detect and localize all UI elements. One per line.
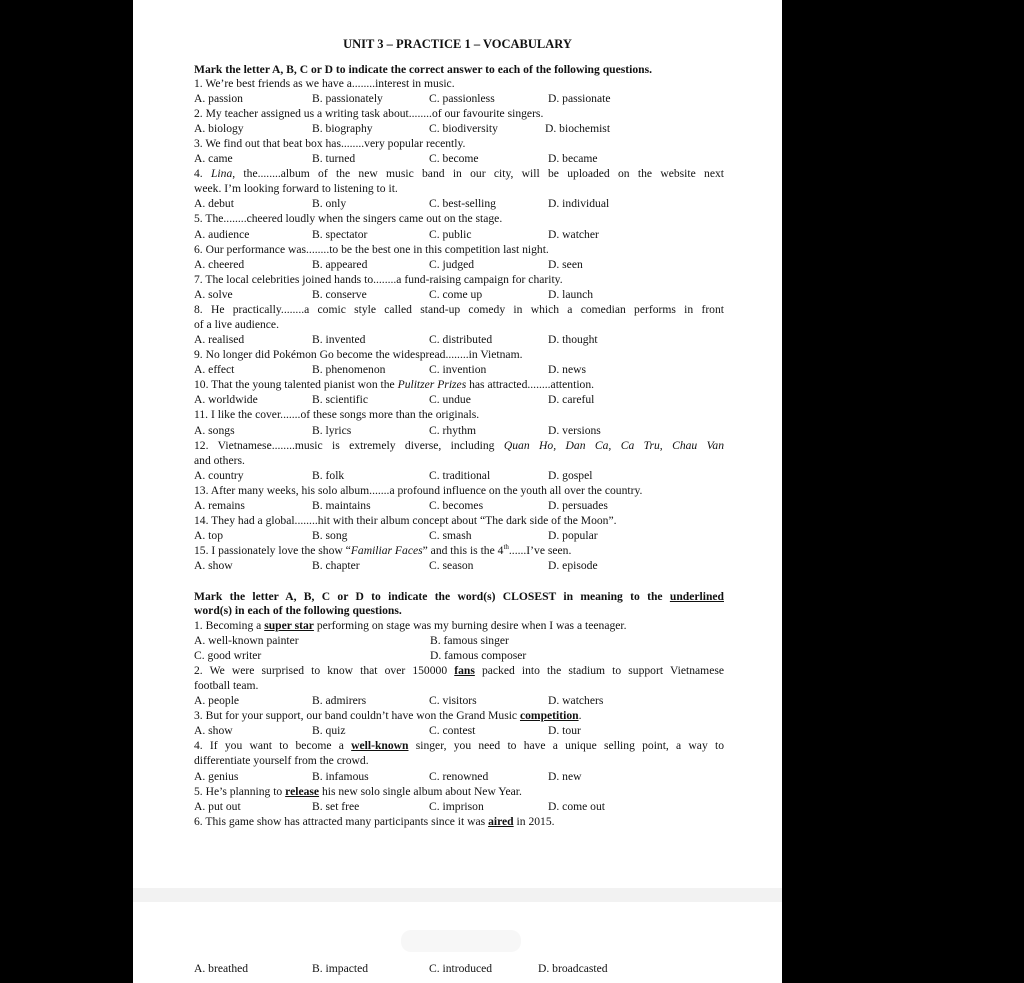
option-b: B. quiz bbox=[312, 724, 346, 737]
question-text bbox=[194, 619, 724, 633]
option-c: C. contest bbox=[429, 724, 476, 737]
question-text: 7. The local celebrities joined hands to........a fund-raising campaign for charity. bbox=[194, 273, 563, 286]
option-d: D. broadcasted bbox=[538, 962, 608, 975]
underlined-word: well-known bbox=[351, 739, 409, 752]
option-a: A. effect bbox=[194, 363, 235, 376]
option-c: C. traditional bbox=[429, 469, 491, 482]
option-d: D. new bbox=[548, 770, 582, 783]
option-a: A. genius bbox=[194, 770, 239, 783]
option-a: A. top bbox=[194, 529, 223, 542]
option-d: D. gospel bbox=[548, 469, 593, 482]
question-text bbox=[194, 544, 724, 558]
option-a: A. breathed bbox=[194, 962, 249, 975]
worksheet-page bbox=[133, 0, 782, 983]
question-text-part: singer, you need to have a unique selling point, a way to bbox=[408, 739, 724, 752]
question-text-part: 3. But for your support, our band couldn’t have won the Grand Music bbox=[194, 709, 520, 722]
question-number: 4. bbox=[194, 167, 211, 180]
option-b: B. lyrics bbox=[312, 424, 352, 437]
option-a: A. well-known painter bbox=[194, 634, 299, 647]
question-text-part: in 2015. bbox=[513, 815, 555, 828]
option-c: C. visitors bbox=[429, 694, 477, 707]
ordinal-suffix: th bbox=[503, 543, 509, 552]
question-text-part: 1. Becoming a bbox=[194, 619, 265, 632]
italic-title: Pulitzer Prizes bbox=[397, 378, 467, 391]
instruction-underlined-word: underlined bbox=[669, 590, 724, 603]
option-b: B. passionately bbox=[312, 92, 383, 105]
option-a: A. country bbox=[194, 469, 244, 482]
option-c: C. passionless bbox=[429, 92, 495, 105]
option-b: B. turned bbox=[312, 152, 356, 165]
option-a: A. debut bbox=[194, 197, 234, 210]
instruction-part: Mark the letter A, B, C or D to indicate the word(s) CLOSEST in meaning to the bbox=[194, 590, 670, 603]
option-d: D. episode bbox=[548, 559, 598, 572]
option-c: C. introduced bbox=[429, 962, 493, 975]
question-text bbox=[194, 439, 724, 453]
option-c: C. public bbox=[429, 228, 472, 241]
option-d: D. watchers bbox=[548, 694, 604, 707]
underlined-word: aired bbox=[488, 815, 514, 828]
page-smudge bbox=[401, 930, 521, 952]
option-b: B. admirers bbox=[312, 694, 367, 707]
option-c: C. rhythm bbox=[429, 424, 477, 437]
question-text bbox=[194, 815, 724, 829]
option-d: D. thought bbox=[548, 333, 598, 346]
question-text: 11. I like the cover.......of these songs more than the originals. bbox=[194, 408, 480, 421]
italic-genres: Quan Ho, Dan Ca, Ca Tru, Chau Van bbox=[503, 439, 725, 452]
underlined-word: release bbox=[285, 785, 320, 798]
question-text bbox=[194, 739, 724, 753]
option-b: B. folk bbox=[312, 469, 345, 482]
option-a: A. show bbox=[194, 559, 233, 572]
option-a: A. passion bbox=[194, 92, 243, 105]
section2-instruction-continued: word(s) in each of the following questions. bbox=[194, 604, 402, 617]
option-c: C. undue bbox=[429, 393, 471, 406]
option-a: A. came bbox=[194, 152, 233, 165]
option-d: D. tour bbox=[548, 724, 581, 737]
option-d: D. come out bbox=[548, 800, 605, 813]
question-text-part: his new solo single album about New Year. bbox=[319, 785, 522, 798]
question-text-continued: football team. bbox=[194, 679, 259, 692]
option-a: A. worldwide bbox=[194, 393, 258, 406]
option-d: D. popular bbox=[548, 529, 598, 542]
underlined-word: competition bbox=[519, 709, 579, 722]
option-a: A. songs bbox=[194, 424, 235, 437]
question-text: 9. No longer did Pokémon Go become the widespread........in Vietnam. bbox=[194, 348, 523, 361]
option-a: A. remains bbox=[194, 499, 245, 512]
option-b: B. appeared bbox=[312, 258, 368, 271]
option-b: B. conserve bbox=[312, 288, 367, 301]
question-text bbox=[194, 378, 724, 392]
option-c: C. become bbox=[429, 152, 479, 165]
option-d: D. news bbox=[548, 363, 586, 376]
question-text-part: performing on stage was my burning desire when I was a teenager. bbox=[313, 619, 627, 632]
question-text-part: 2. We were surprised to know that over 150000 bbox=[194, 664, 455, 677]
question-text-part: , the........album of the new music band in our city, will be uploaded on the website next bbox=[232, 167, 724, 180]
option-a: A. audience bbox=[194, 228, 250, 241]
option-d: D. versions bbox=[548, 424, 601, 437]
question-text: 6. Our performance was........to be the best one in this competition last night. bbox=[194, 243, 549, 256]
option-d: D. persuades bbox=[548, 499, 608, 512]
option-b: B. chapter bbox=[312, 559, 360, 572]
option-b: B. impacted bbox=[312, 962, 369, 975]
question-text-part: has attracted........attention. bbox=[466, 378, 595, 391]
question-text: 2. My teacher assigned us a writing task about........of our favourite singers. bbox=[194, 107, 544, 120]
option-a: A. put out bbox=[194, 800, 241, 813]
question-text: 1. We’re best friends as we have a........interest in music. bbox=[194, 77, 455, 90]
page-title: UNIT 3 – PRACTICE 1 – VOCABULARY bbox=[343, 37, 572, 51]
option-d: D. watcher bbox=[548, 228, 599, 241]
question-text-part: 4. If you want to become a bbox=[194, 739, 352, 752]
option-b: B. song bbox=[312, 529, 348, 542]
option-b: B. invented bbox=[312, 333, 366, 346]
question-text-part: packed into the stadium to support Vietnamese bbox=[474, 664, 724, 677]
question-text bbox=[194, 167, 724, 181]
question-text-part: 10. That the young talented pianist won the bbox=[194, 378, 398, 391]
question-text bbox=[194, 664, 724, 678]
option-c: C. smash bbox=[429, 529, 472, 542]
question-text-continued: and others. bbox=[194, 454, 245, 467]
option-d: D. seen bbox=[548, 258, 583, 271]
question-text-part: ......I’ve seen. bbox=[508, 544, 572, 557]
question-text-part: 5. He’s planning to bbox=[194, 785, 286, 798]
option-b: B. biography bbox=[312, 122, 373, 135]
option-c: C. come up bbox=[429, 288, 483, 301]
option-b: B. scientific bbox=[312, 393, 369, 406]
option-c: C. judged bbox=[429, 258, 475, 271]
option-c: C. renowned bbox=[429, 770, 489, 783]
option-b: B. famous singer bbox=[430, 634, 509, 647]
question-text-part: ” and this is the 4 bbox=[422, 544, 504, 557]
section2-instruction bbox=[194, 590, 724, 604]
option-d: D. launch bbox=[548, 288, 594, 301]
page-fold-band bbox=[133, 888, 782, 902]
question-text: 8. He practically........a comic style called stand-up comedy in which a comedian performs in front bbox=[194, 303, 724, 316]
option-d: D. became bbox=[548, 152, 598, 165]
option-a: A. biology bbox=[194, 122, 244, 135]
option-d: D. careful bbox=[548, 393, 595, 406]
option-c: C. becomes bbox=[429, 499, 484, 512]
option-c: C. good writer bbox=[194, 649, 262, 662]
option-c: C. best-selling bbox=[429, 197, 496, 210]
option-c: C. invention bbox=[429, 363, 487, 376]
question-text: 13. After many weeks, his solo album.......a profound influence on the youth all over the country. bbox=[194, 484, 643, 497]
question-text: 3. We find out that beat box has........very popular recently. bbox=[194, 137, 466, 150]
option-d: D. passionate bbox=[548, 92, 611, 105]
underlined-word: super star bbox=[264, 619, 314, 632]
question-text-continued: week. I’m looking forward to listening to it. bbox=[194, 182, 398, 195]
question-text-part: 12. Vietnamese........music is extremely diverse, including bbox=[194, 439, 504, 452]
option-c: C. distributed bbox=[429, 333, 493, 346]
option-b: B. only bbox=[312, 197, 347, 210]
option-d: D. famous composer bbox=[430, 649, 527, 662]
option-a: A. people bbox=[194, 694, 240, 707]
option-c: C. biodiversity bbox=[429, 122, 498, 135]
option-b: B. spectator bbox=[312, 228, 368, 241]
question-text-continued: differentiate yourself from the crowd. bbox=[194, 754, 369, 767]
option-c: C. imprison bbox=[429, 800, 484, 813]
option-b: B. phenomenon bbox=[312, 363, 386, 376]
option-d: D. individual bbox=[548, 197, 610, 210]
option-b: B. infamous bbox=[312, 770, 369, 783]
question-text-continued: of a live audience. bbox=[194, 318, 279, 331]
question-text-part: 15. I passionately love the show “ bbox=[194, 544, 351, 557]
option-c: C. season bbox=[429, 559, 474, 572]
option-d: D. biochemist bbox=[545, 122, 611, 135]
option-a: A. show bbox=[194, 724, 233, 737]
underlined-word: fans bbox=[454, 664, 475, 677]
option-b: B. maintains bbox=[312, 499, 371, 512]
option-a: A. cheered bbox=[194, 258, 245, 271]
option-a: A. realised bbox=[194, 333, 245, 346]
option-b: B. set free bbox=[312, 800, 360, 813]
question-text-part: . bbox=[578, 709, 582, 722]
section1-instruction: Mark the letter A, B, C or D to indicate the correct answer to each of the following questions. bbox=[194, 63, 652, 76]
question-text: 14. They had a global........hit with their album concept about “The dark side of the Moon”. bbox=[194, 514, 617, 527]
question-text: 5. The........cheered loudly when the singers came out on the stage. bbox=[194, 212, 503, 225]
italic-show-name: Familiar Faces bbox=[350, 544, 423, 557]
question-text bbox=[194, 785, 724, 799]
option-a: A. solve bbox=[194, 288, 233, 301]
question-text bbox=[194, 709, 724, 723]
question-text-part: 6. This game show has attracted many participants since it was bbox=[194, 815, 489, 828]
italic-name: Lina bbox=[210, 167, 233, 180]
